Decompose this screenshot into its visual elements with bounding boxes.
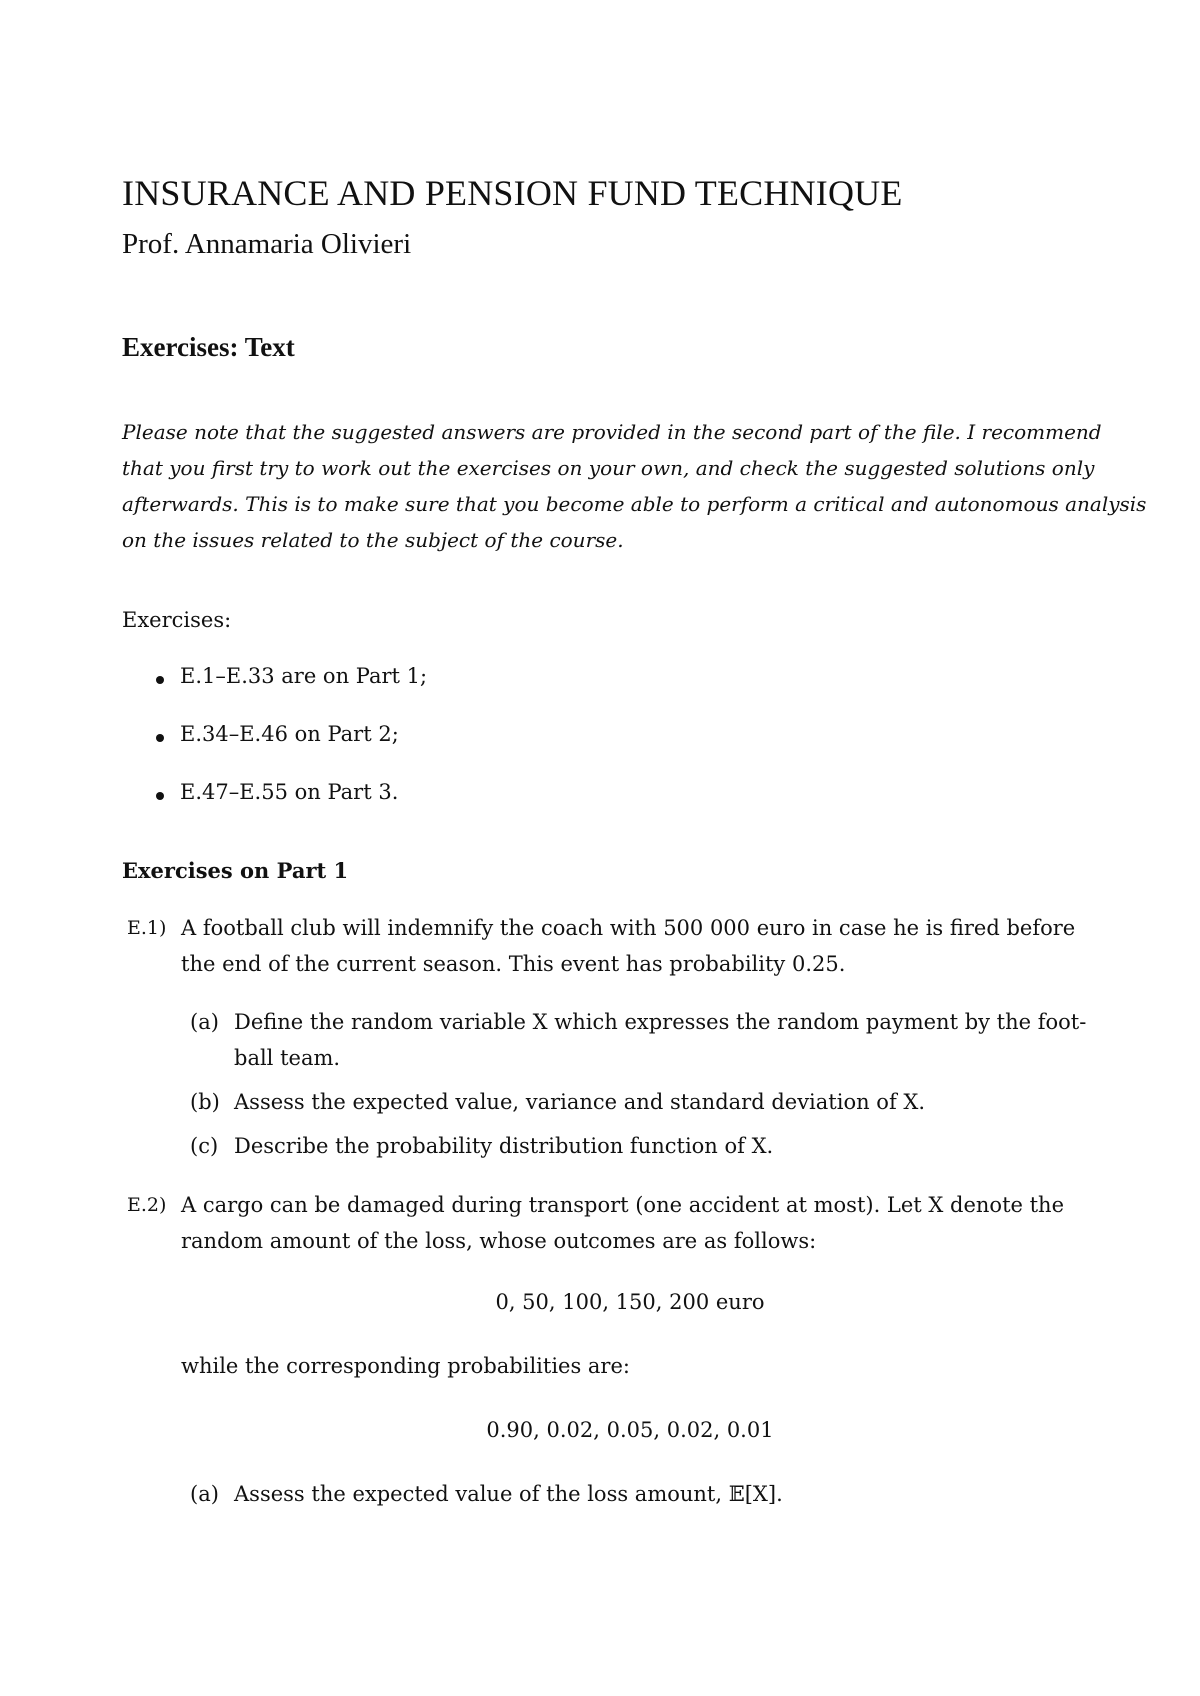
exercise-text: A football club will indemnify the coach with 500 000 euro in case he is fired before [181,916,1076,940]
exercise-number: E.2) [127,1194,167,1216]
subquestion-text: ball team. [234,1046,341,1070]
bullet-icon [156,792,164,800]
probabilities-display: 0.90, 0.02, 0.05, 0.02, 0.01 [486,1418,774,1442]
instructions-note [122,414,1147,558]
exercise-text: while the corresponding probabilities are: [181,1354,630,1378]
subquestion-label: (a) [190,1010,219,1034]
note-line: Please note that the suggested answers are provided in the second part of the file. I recommend [122,420,1102,444]
bullet-icon [156,734,164,742]
exercise-number: E.1) [127,917,167,939]
part1-heading: Exercises on Part 1 [122,858,349,883]
subquestion-label: (c) [190,1134,219,1158]
subquestion-label: (b) [190,1090,220,1114]
note-line: afterwards. This is to make sure that you become able to perform a critical and autonomous analysis [122,492,1147,516]
exercise-text: random amount of the loss, whose outcomes are as follows: [181,1229,817,1253]
list-item-text: E.1–E.33 are on Part 1; [180,664,428,688]
subquestion-text: Assess the expected value, variance and standard deviation of X. [234,1090,926,1114]
subquestion-text: Describe the probability distribution function of X. [234,1134,774,1158]
exercise-text: the end of the current season. This event has probability 0.25. [181,952,846,976]
subquestion-label: (a) [190,1482,219,1506]
outcomes-display: 0, 50, 100, 150, 200 euro [495,1290,765,1314]
document-author: Prof. Annamaria Olivieri [122,228,412,260]
exercise-text: A cargo can be damaged during transport (one accident at most). Let X denote the [181,1193,1065,1217]
bullet-icon [156,676,164,684]
section-heading: Exercises: Text [122,332,295,362]
list-item-text: E.34–E.46 on Part 2; [180,722,399,746]
document-title: INSURANCE AND PENSION FUND TECHNIQUE [122,173,903,213]
subquestion-text: Define the random variable X which expresses the random payment by the foot- [234,1010,1087,1034]
subquestion-text: Assess the expected value of the loss amount, 𝔼[X]. [234,1482,783,1506]
list-item-text: E.47–E.55 on Part 3. [180,780,399,804]
note-line: that you first try to work out the exercises on your own, and check the suggested solutions only [122,456,1095,480]
exercises-label: Exercises: [122,608,232,632]
note-line: on the issues related to the subject of the course. [122,528,624,552]
